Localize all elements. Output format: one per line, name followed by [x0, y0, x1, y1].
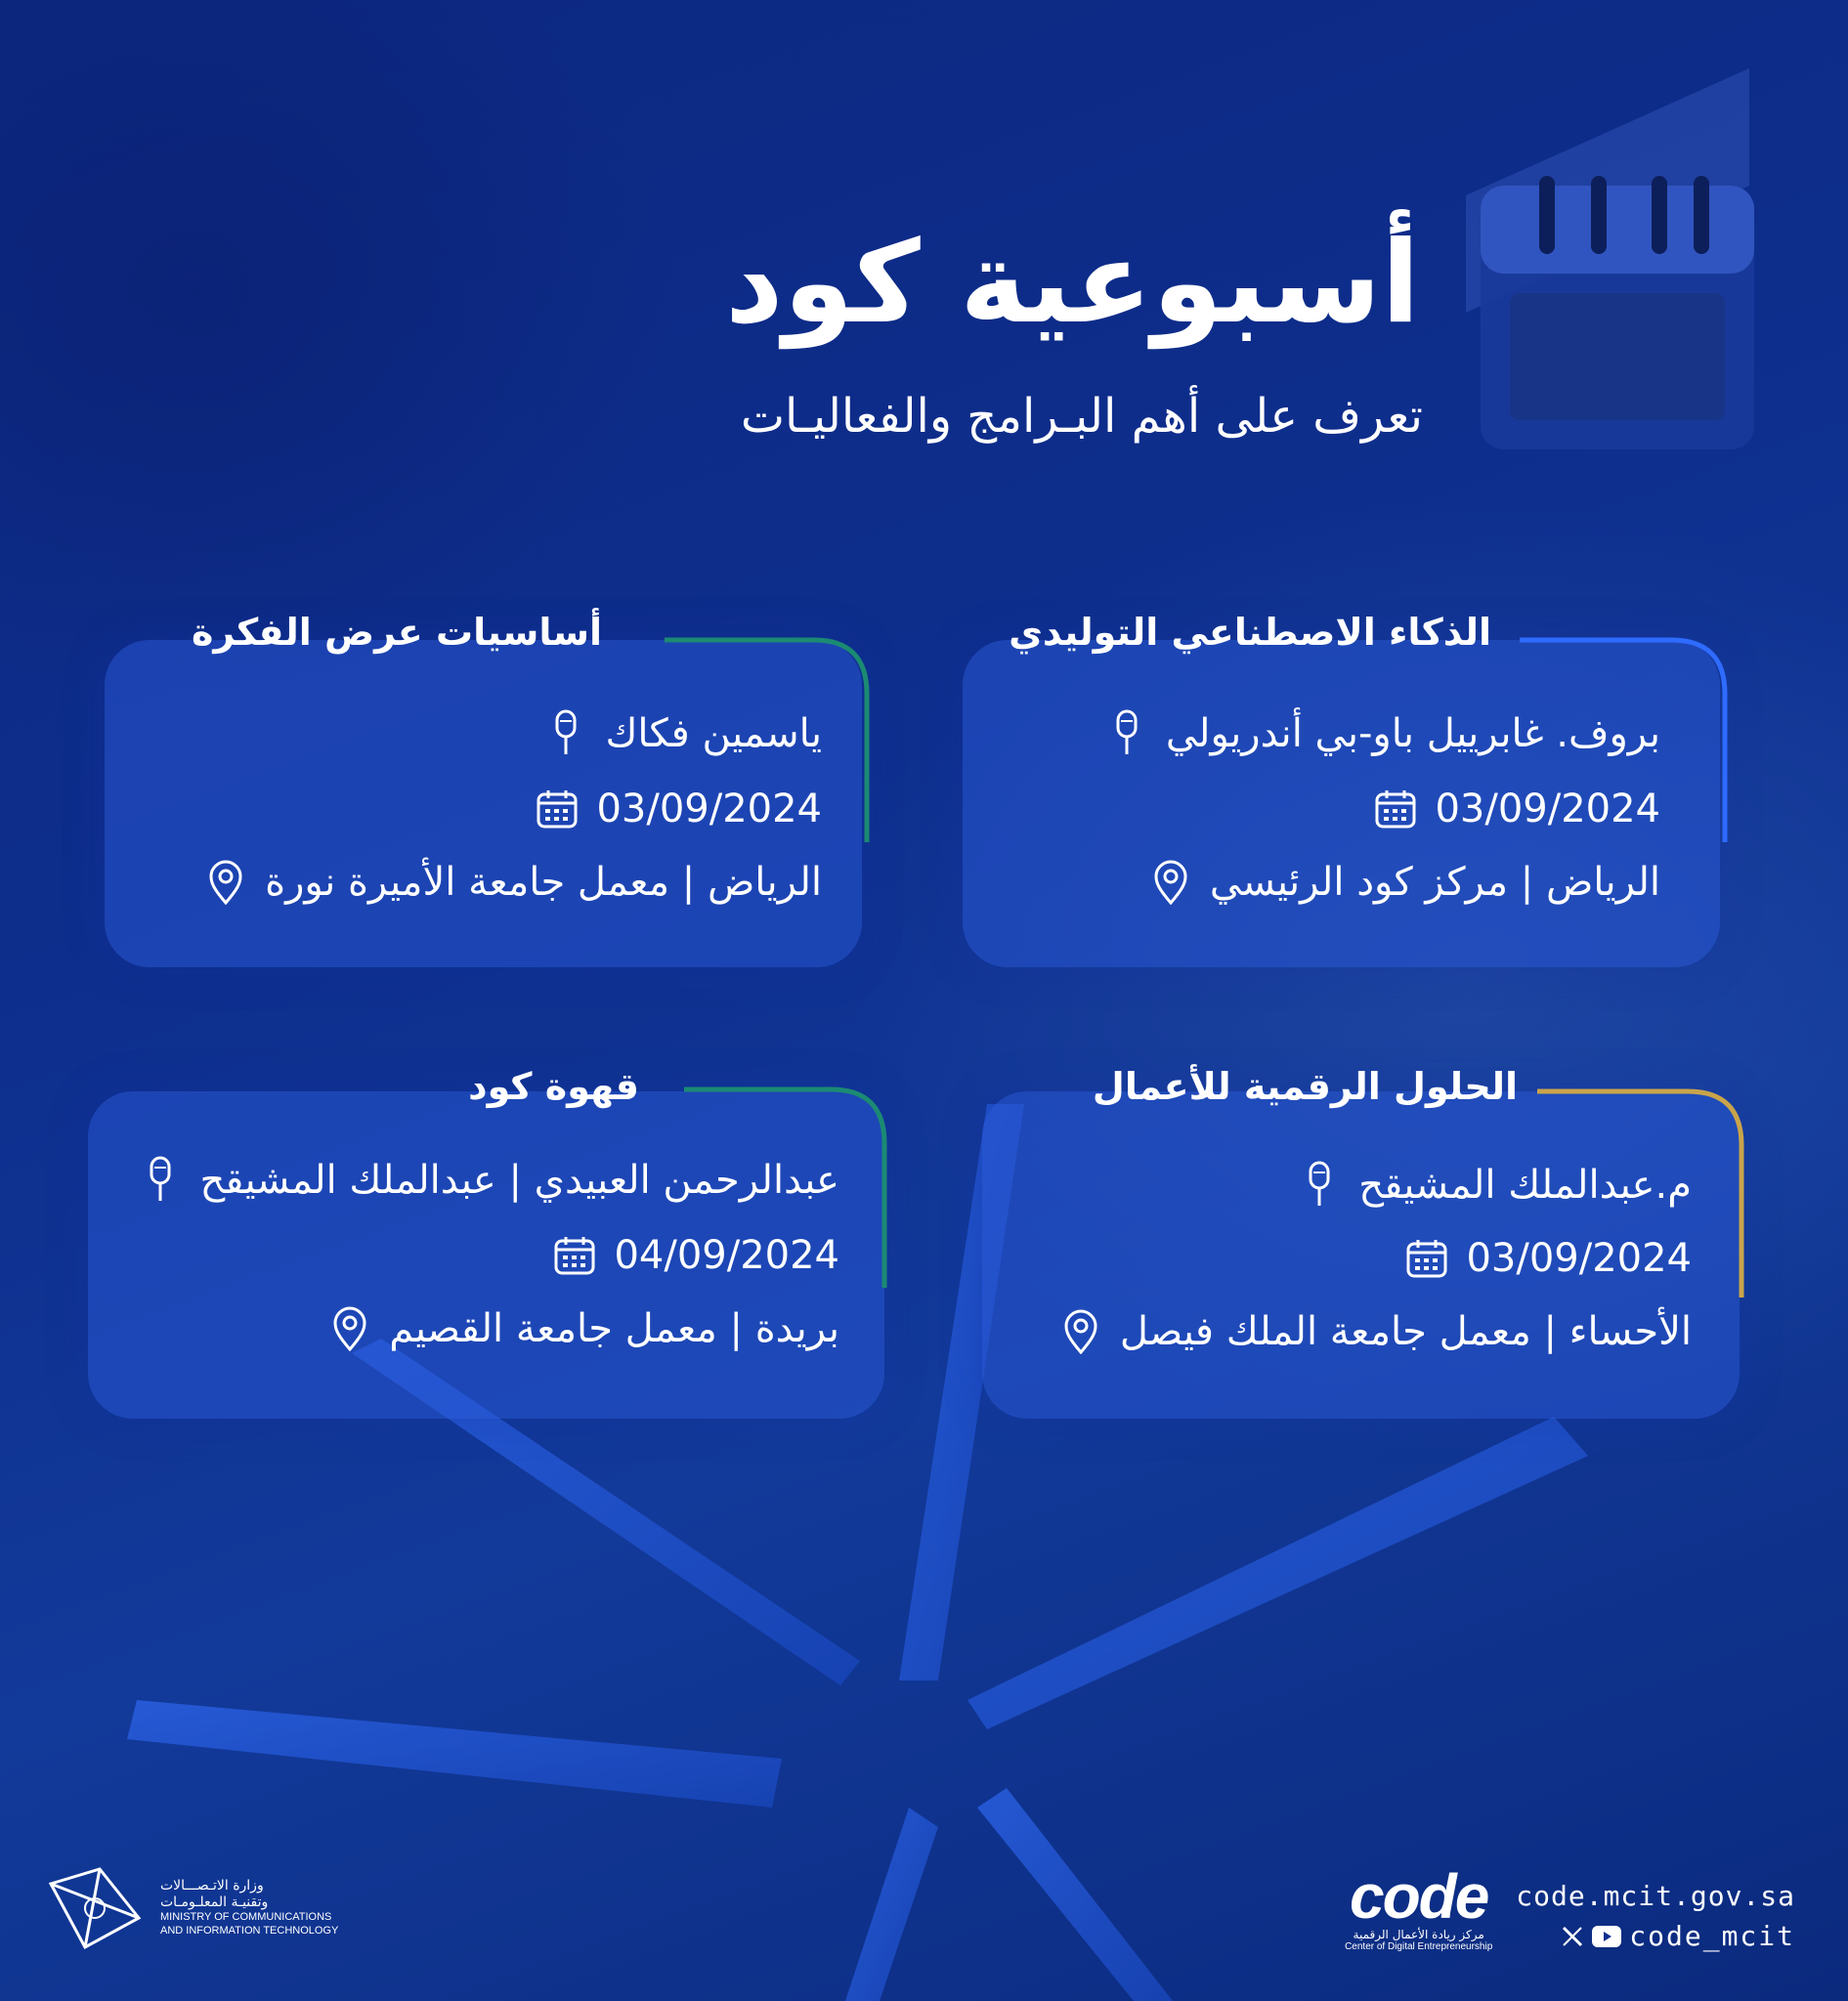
event-location-text: الرياض | مركز كود الرئيسي — [1209, 860, 1660, 905]
ministry-name-en-1: MINISTRY OF COMMUNICATIONS — [160, 1911, 332, 1924]
calendar-icon — [553, 1234, 596, 1277]
contact-info — [1516, 1880, 1795, 1952]
code-logo-word: code — [1349, 1861, 1488, 1932]
code-logo-en: Center of Digital Entrepreneurship — [1345, 1941, 1493, 1952]
event-title: الحلول الرقمية للأعمال — [1092, 1065, 1518, 1108]
youtube-icon[interactable] — [1592, 1926, 1621, 1947]
event-speaker — [139, 1158, 839, 1203]
location-pin-icon — [328, 1307, 371, 1350]
ministry-name-en-2: AND INFORMATION TECHNOLOGY — [160, 1924, 339, 1937]
social-handle[interactable] — [1561, 1920, 1795, 1952]
event-location-text: بريدة | معمل جامعة القصيم — [389, 1306, 839, 1351]
event-location-text: الأحساء | معمل جامعة الملك فيصل — [1119, 1309, 1692, 1354]
social-handle-text: code_mcit — [1629, 1920, 1795, 1952]
event-title: قهوة كود — [468, 1065, 639, 1108]
page-subtitle: تعرف على أهم البـرامج والفعاليـات — [740, 389, 1423, 444]
x-icon[interactable] — [1561, 1925, 1584, 1948]
footer-brand — [1345, 1861, 1795, 1952]
event-date-text: 03/09/2024 — [596, 787, 822, 831]
event-title: أساسيات عرض الفكرة — [192, 611, 602, 654]
event-title: الذكاء الاصطناعي التوليدي — [1009, 611, 1491, 654]
event-date — [553, 1233, 839, 1278]
ministry-emblem-icon — [41, 1864, 149, 1952]
page-title: أسبوعية كود — [725, 217, 1420, 349]
ministry-logo — [41, 1864, 338, 1952]
event-location — [328, 1306, 839, 1351]
event-speaker-text: ياسمين فكاك — [605, 711, 822, 756]
website-link[interactable]: code.mcit.gov.sa — [1516, 1880, 1795, 1912]
event-speaker-text: م.عبدالملك المشيقح — [1358, 1163, 1692, 1208]
code-logo — [1345, 1861, 1493, 1952]
ministry-name-ar-1: وزارة الاتـصـــالات — [160, 1878, 264, 1895]
event-speaker-text: عبدالرحمن العبيدي | عبدالملك المشيقح — [199, 1158, 839, 1203]
event-location-text: الرياض | معمل جامعة الأميرة نورة — [265, 860, 822, 905]
event-speaker-text: بروف. غابرييل باو-بي أندريولي — [1165, 711, 1660, 756]
microphone-icon — [139, 1159, 182, 1202]
event-date-text: 04/09/2024 — [614, 1233, 839, 1278]
event-date-text: 03/09/2024 — [1466, 1236, 1692, 1281]
event-date-text: 03/09/2024 — [1435, 787, 1660, 831]
code-logo-ar: مركز ريادة الأعمال الرقمية — [1353, 1928, 1484, 1941]
ministry-name-ar-2: وتقنيـة المعلـومـات — [160, 1895, 269, 1911]
